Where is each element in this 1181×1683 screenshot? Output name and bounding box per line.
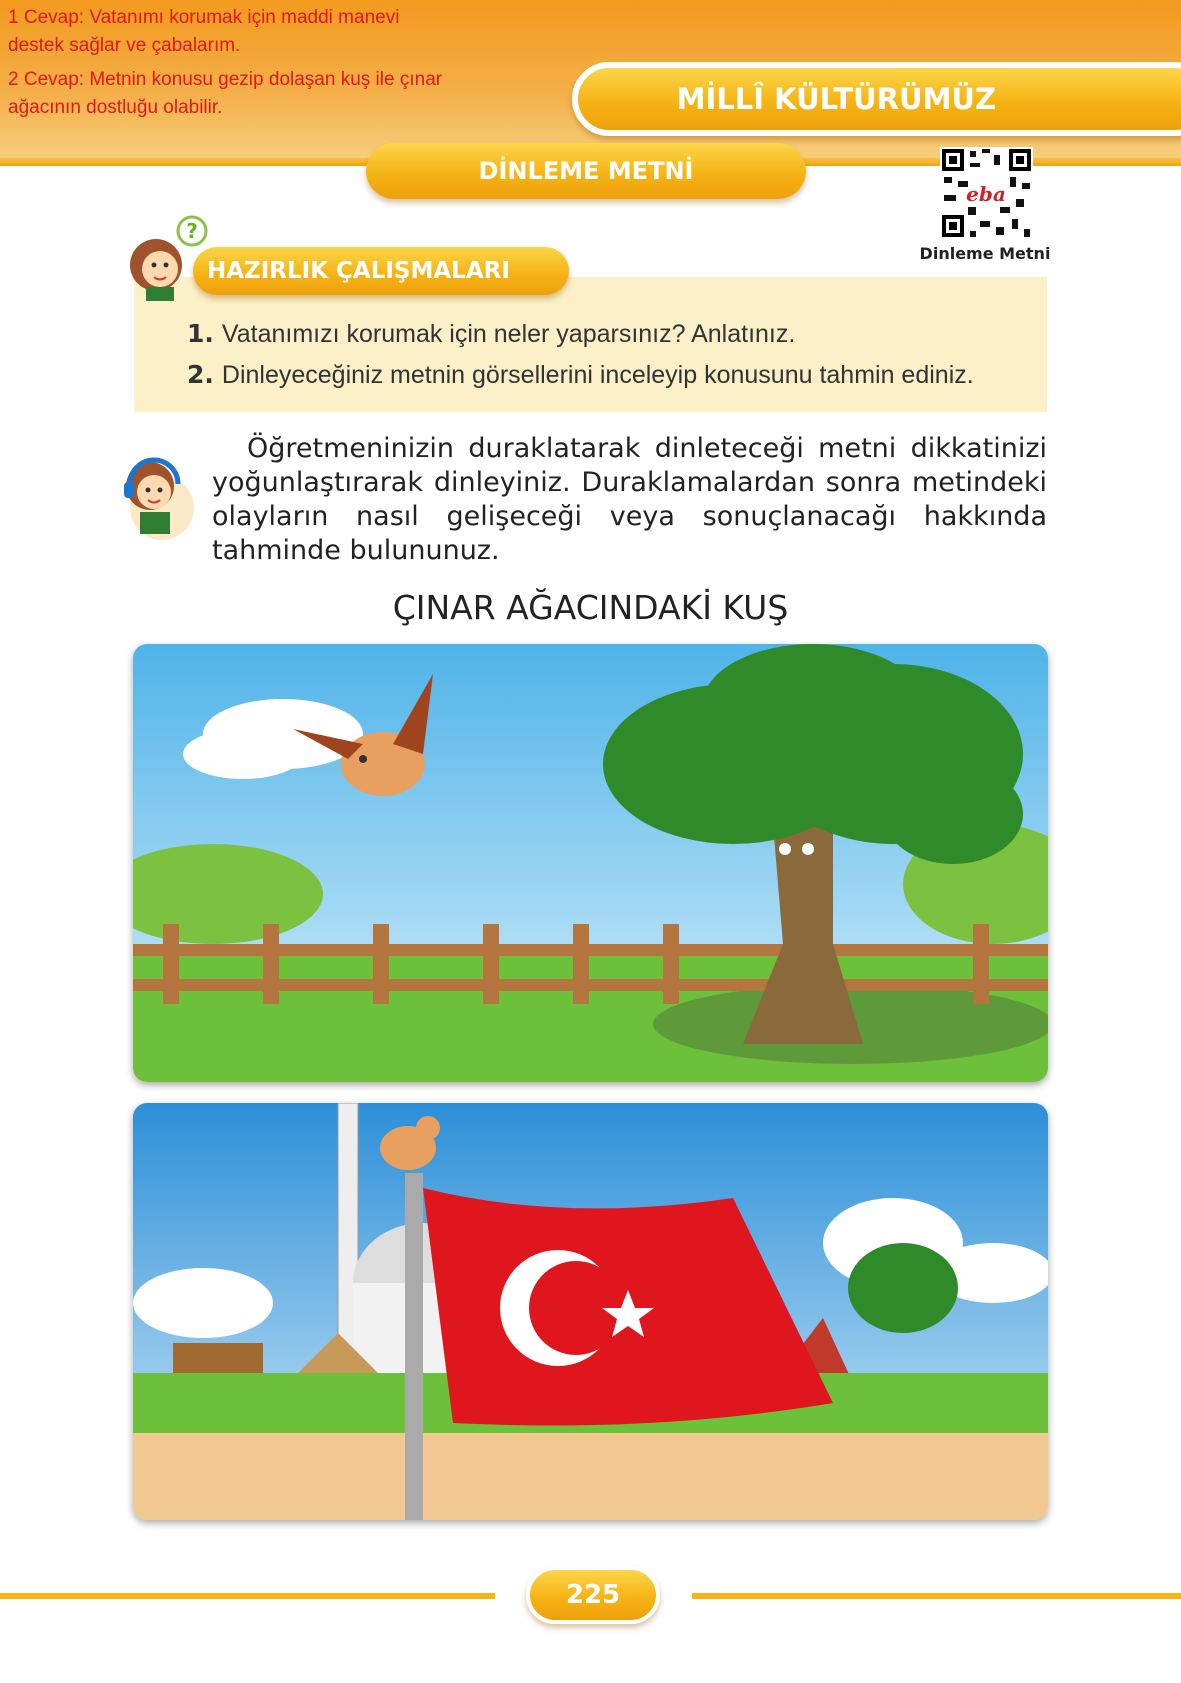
footer-line-right: [692, 1593, 1181, 1599]
eba-logo: eba: [966, 182, 1006, 206]
answer-line: destek sağlar ve çabalarım.: [8, 35, 241, 56]
svg-text:?: ?: [186, 219, 198, 243]
footer-line-left: [0, 1593, 495, 1599]
page-number: 225: [526, 1566, 660, 1624]
answer-line: 2 Cevap: Metnin konusu gezip dolaşan kuş ile çınar: [8, 69, 443, 90]
question-2: [187, 360, 974, 390]
preparation-title: HAZIRLIK ÇALIŞMALARI: [193, 247, 569, 295]
question-text: Dinleyeceğiniz metnin görsellerini inceleyip konusunu tahmin ediniz.: [221, 361, 974, 389]
story-title: ÇINAR AĞACINDAKİ KUŞ: [392, 588, 789, 627]
question-number: 2.: [187, 360, 214, 389]
illustration-bird-and-tree: [133, 644, 1048, 1082]
qr-label: Dinleme Metni: [919, 244, 1051, 263]
question-number: 1.: [187, 319, 214, 348]
section-title: DİNLEME METNİ: [366, 143, 806, 199]
girl-thinking-icon: [118, 213, 210, 301]
qr-code[interactable]: [940, 147, 1033, 239]
illustration-bird-on-flagpole: [133, 1103, 1048, 1520]
question-text: Vatanımızı korumak için neler yaparsınız? Anlatınız.: [221, 320, 796, 348]
instruction-text: Öğretmeninizin duraklatarak dinleteceği metni dikkatinizi yoğunlaştırarak dinleyiniz. Duraklamalardan sonra metindeki olayların nasıl gelişeceği veya sonuçlanacağı hakkında tahminde bulununuz.: [212, 433, 1047, 566]
unit-title: MİLLÎ KÜLTÜRÜMÜZ: [572, 62, 1181, 136]
answer-line: ağacının dostluğu olabilir.: [8, 97, 223, 118]
question-1: [187, 319, 795, 349]
answer-line: 1 Cevap: Vatanımı korumak için maddi manevi: [8, 7, 400, 28]
girl-headphones-icon: [110, 450, 202, 542]
